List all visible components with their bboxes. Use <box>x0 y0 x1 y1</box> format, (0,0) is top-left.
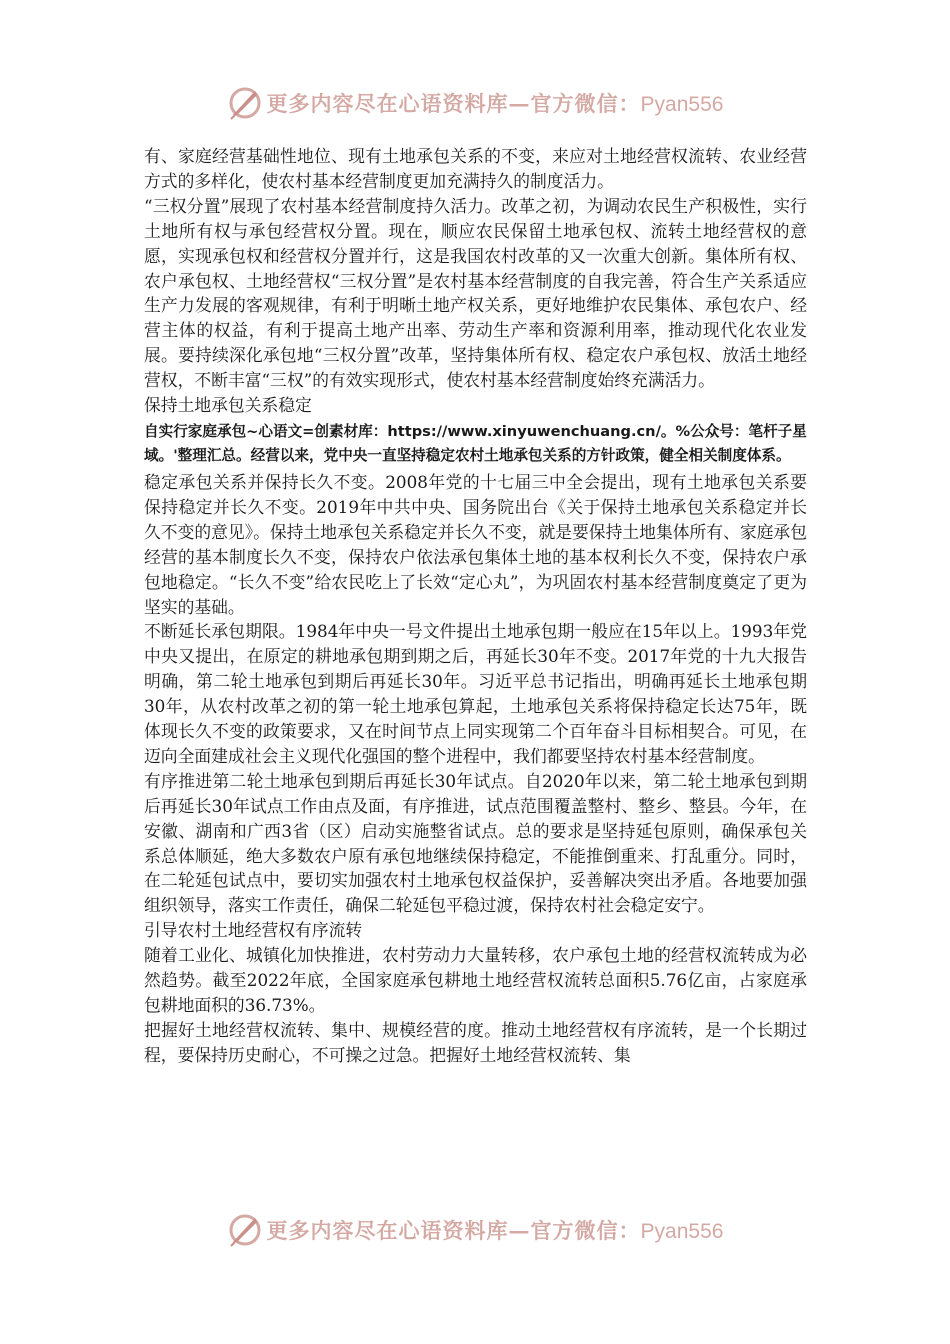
watermark-text <box>267 88 724 118</box>
inserted-source-paragraph: 自实行家庭承包~心语文=创素材库：https://www.xinyuwenchuang.cn/。%公众号：笔杆子星域。'整理汇总。经营以来，党中央一直坚持稳定农村土地承包关系的方针政策，健全相关制度体系。 <box>144 422 807 464</box>
paragraph: “三权分置”展现了农村基本经营制度持久活力。改革之初，为调动农民生产积极性，实行土地所有权与承包经营权分置。现在，顺应农民保留土地承包权、流转土地经营权的意愿，实现承包权和经营权分置并行，这是我国农村改革的又一次重大创新。集体所有权、农户承包权、土地经营权“三权分置”是农村基本经营制度的自我完善，符合生产关系适应生产力发展的客观规律，有利于明晰土地产权关系，更好地维护农民集体、承包农户、经营主体的权益，有利于提高土地产出率、劳动生产率和资源利用率，推动现代化农业发展。要持续深化承包地“三权分置”改革，坚持集体所有权、稳定农户承包权、放活土地经营权，不断丰富“三权”的有效实现形式，使农村基本经营制度始终充满活力。 <box>144 195 807 391</box>
watermark-site-text: 更多内容尽在心语资料库—官方微信： <box>266 91 641 116</box>
watermark-site-text: 更多内容尽在心语资料库—官方微信： <box>266 1218 641 1243</box>
watermark-wechat-id: Pyan556 <box>640 1220 724 1243</box>
paragraph: 不断延长承包期限。1984年中央一号文件提出土地承包期一般应在15年以上。1993年党中央又提出，在原定的耕地承包期到期之后，再延长30年不变。2017年党的十九大报告明确，第二轮土地承包到期后再延长30年。习近平总书记指出，明确再延长土地承包期30年，从农村改革之初的第一轮土地承包算起，土地承包关系将保持稳定长达75年，既体现长久不变的政策要求，又在时间节点上同实现第二个百年奋斗目标相契合。可见，在迈向全面建成社会主义现代化强国的整个进程中，我们都要坚持农村基本经营制度。 <box>144 621 807 766</box>
paragraph: 有、家庭经营基础性地位、现有土地承包关系的不变，来应对土地经营权流转、农业经营方式的多样化，使农村基本经营制度更加充满持久的制度活力。 <box>144 146 807 191</box>
paragraph: 随着工业化、城镇化加快推进，农村劳动力大量转移，农户承包土地的经营权流转成为必然趋势。截至2022年底，全国家庭承包耕地土地经营权流转总面积5.76亿亩，占家庭承包耕地面积的36.73%。 <box>144 945 807 1015</box>
watermark-text <box>267 1215 724 1245</box>
feather-pen-logo-icon <box>227 85 263 121</box>
watermark-wechat-id: Pyan556 <box>640 93 724 116</box>
paragraph: 把握好土地经营权流转、集中、规模经营的度。推动土地经营权有序流转，是一个长期过程，要保持历史耐心，不可操之过急。把握好土地经营权流转、集 <box>144 1019 807 1065</box>
paragraph: 有序推进第二轮土地承包到期后再延长30年试点。自2020年以来，第二轮土地承包到期后再延长30年试点工作由点及面，有序推进，试点范围覆盖整村、整乡、整县。今年，在安徽、湖南和广西3省（区）启动实施整省试点。总的要求是坚持延包原则，确保承包关系总体顺延，绝大多数农户原有承包地继续保持稳定，不能推倒重来、打乱重分。同时，在二轮延包试点中，要切实加强农村土地承包权益保护，妥善解决突出矛盾。各地要加强组织领导，落实工作责任，确保二轮延包平稳过渡，保持农村社会稳定安宁。 <box>144 770 807 916</box>
document-body <box>144 144 807 1068</box>
header-watermark <box>0 78 950 128</box>
section-heading: 保持土地承包关系稳定 <box>144 395 312 416</box>
footer-watermark <box>0 1205 950 1255</box>
feather-pen-logo-icon <box>227 1212 263 1248</box>
section-heading: 引导农村土地经营权有序流转 <box>144 920 363 941</box>
paragraph: 稳定承包关系并保持长久不变。2008年党的十七届三中全会提出，现有土地承包关系要保持稳定并长久不变。2019年中共中央、国务院出台《关于保持土地承包关系稳定并长久不变的意见》。保持土地承包关系稳定并长久不变，就是要保持土地集体所有、家庭承包经营的基本制度长久不变，保持农户依法承包集体土地的基本权利长久不变，保持农户承包地稳定。“长久不变”给农民吃上了长效“定心丸”，为巩固农村基本经营制度奠定了更为坚实的基础。 <box>144 471 807 617</box>
